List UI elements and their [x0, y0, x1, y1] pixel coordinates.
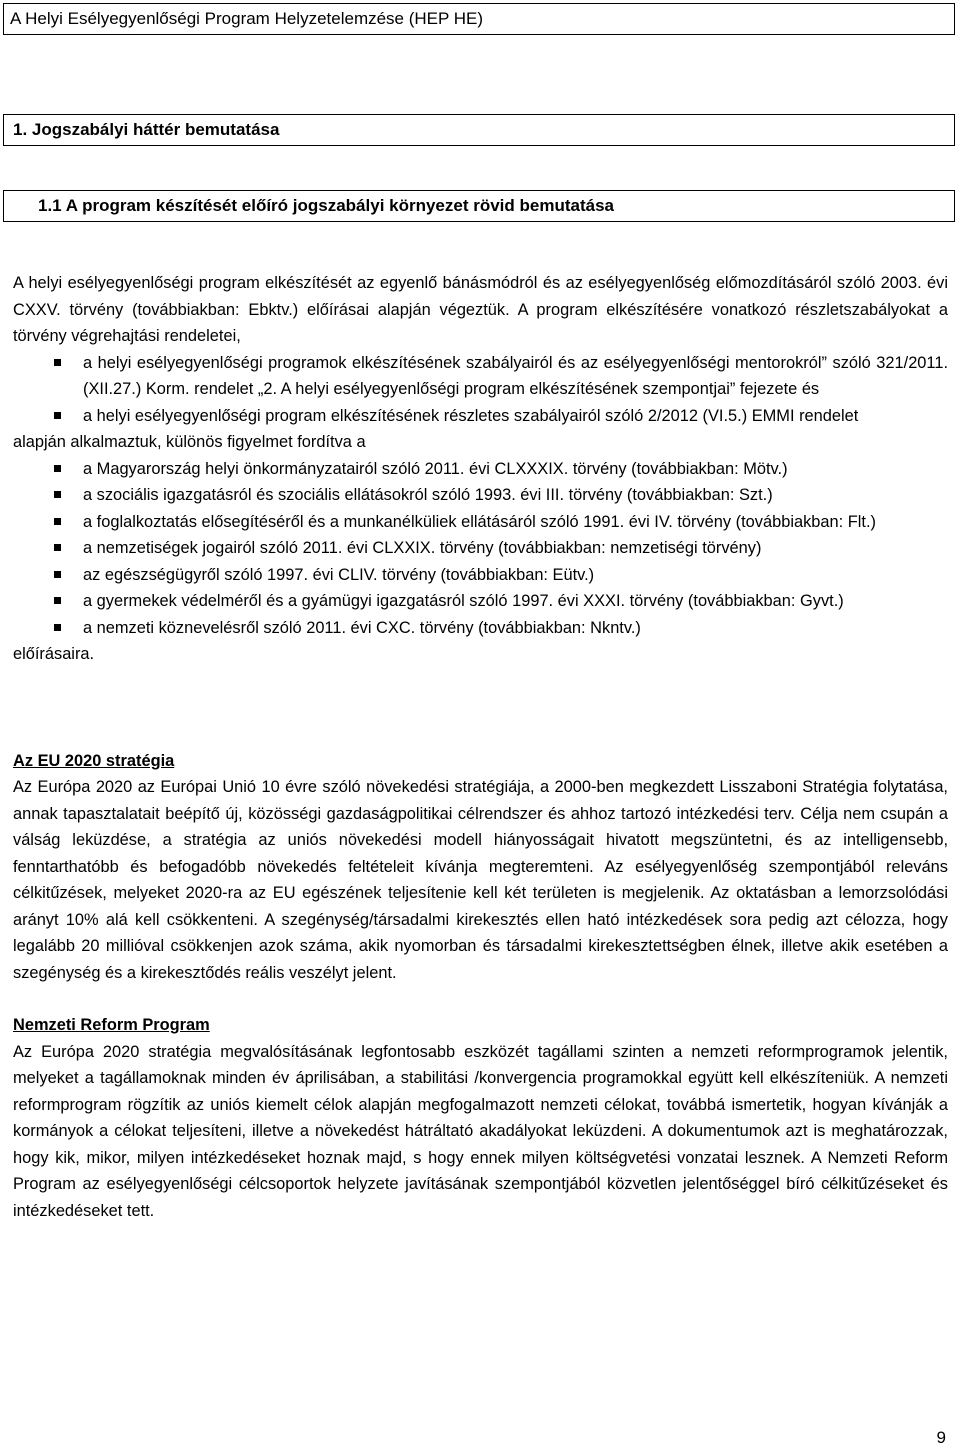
law-list: [13, 456, 948, 642]
list-item: a foglalkoztatás elősegítéséről és a munkanélküliek ellátásáról szóló 1991. évi IV. törvény (továbbiakban: Flt.): [83, 509, 948, 536]
nrp-heading: Nemzeti Reform Program: [13, 1016, 210, 1034]
list-item: a szociális igazgatásról és szociális ellátásokról szóló 1993. évi III. törvény (továbbiakban: Szt.): [83, 482, 948, 509]
list-item: a nemzetiségek jogairól szóló 2011. évi CLXXIX. törvény (továbbiakban: nemzetiségi törvény): [83, 535, 948, 562]
list-item: a helyi esélyegyenlőségi programok elkészítésének szabályairól és az esélyegyenlőségi mentorokról” szóló 321/2011. (XII.27.) Korm. rendelet „2. A helyi esélyegyenlőségi program elkészítésének szempontjai” fejezete és: [83, 350, 948, 403]
list-item: a gyermekek védelméről és a gyámügyi igazgatásról szóló 1997. évi XXXI. törvény (továbbiakban: Gyvt.): [83, 588, 948, 615]
eu2020-paragraph: Az Európa 2020 az Európai Unió 10 évre szóló növekedési stratégiája, a 2000-ben megkezdett Lisszaboni Stratégia folytatása, annak tapasztalatait beépítő új, közösségi gazdaságpolitikai célrendszer és ahhoz tartozó intézkedési terv. Célja nem csupán a válság leküzdése, a stratégia az uniós növekedési modell hiányosságait hivatott megszüntetni, és az intelligensebb, fenntarthatóbb és befogadóbb növekedés feltételeit kívánja megteremteni. Az esélyegyenlőség szempontjából releváns célkitűzések, melyeket 2020-ra az EU egészének teljesítenie kell két területen is megjelenik. Az oktatásban a lemorzsolódási arányt 10% alá kell csökkenteni. A szegénység/társadalmi kirekesztés ellen ható intézkedések sora pedig azt célozza, hogy legalább 20 millióval csökkenjen azok száma, akik nyomorban és társadalmi kirekesztettségben élnek, illetve akik esetében a szegénység és a kirekesztődés reális veszélyt jelent.: [13, 778, 948, 982]
page-number: 9: [936, 1428, 946, 1447]
list-item: a helyi esélyegyenlőségi program elkészítésének részletes szabályairól szóló 2/2012 (VI.5.) EMMI rendelet: [83, 403, 948, 430]
section-heading-1: 1. Jogszabályi háttér bemutatása: [3, 114, 955, 146]
eu2020-heading: Az EU 2020 stratégia: [13, 751, 175, 770]
document-body: [13, 270, 948, 1224]
intro-paragraph: A helyi esélyegyenlőségi program elkészítését az egyenlő bánásmódról és az esélyegyenlőség előmozdításáról szóló 2003. évi CXXV. törvény (továbbiakban: Ebktv.) előírásai alapján végeztük. A program elkészítésére vonatkozó részletszabályokat a törvény végrehajtási rendeletei,: [13, 274, 948, 345]
regulation-list: [13, 350, 948, 430]
nrp-paragraph: Az Európa 2020 stratégia megvalósításának legfontosabb eszközét tagállami szinten a nemzeti reformprogramok jelentik, melyeket a tagállamoknak minden év áprilisában, a stabilitási /konvergencia programokkal együtt kell elkészíteniük. A nemzeti reformprogram rögzítik az uniós kiemelt célok alapján megfogalmazott nemzeti célokat, továbbá ismertetik, hogyan kívánják a kormányok a célokat teljesíteni, illetve a növekedést hátráltató akadályokat leküzdeni. A dokumentumok azt is meghatározzak, hogy kik, mikor, milyen intézkedéseket hoznak majd, s hogy ennek milyen költségvetési vonzatai lesznek. A Nemzeti Reform Program az esélyegyenlőségi célcsoportok helyzete javításának szempontjából közvetlen jelentőséggel bíró célkitűzéseket és intézkedéseket tett.: [13, 1042, 948, 1220]
document-header: A Helyi Esélyegyenlőségi Program Helyzetelemzése (HEP HE): [3, 3, 955, 35]
section-heading-1-1: 1.1 A program készítését előíró jogszabályi környezet rövid bemutatása: [3, 190, 955, 222]
intro-paragraph: előírásaira.: [13, 645, 95, 663]
intro-paragraph: alapján alkalmaztuk, különös figyelmet fordítva a: [13, 433, 366, 451]
list-item: a Magyarország helyi önkormányzatairól szóló 2011. évi CLXXXIX. törvény (továbbiakban: Mötv.): [83, 456, 948, 483]
list-item: az egészségügyről szóló 1997. évi CLIV. törvény (továbbiakban: Eütv.): [83, 562, 948, 589]
list-item: a nemzeti köznevelésről szóló 2011. évi CXC. törvény (továbbiakban: Nkntv.): [83, 615, 948, 642]
